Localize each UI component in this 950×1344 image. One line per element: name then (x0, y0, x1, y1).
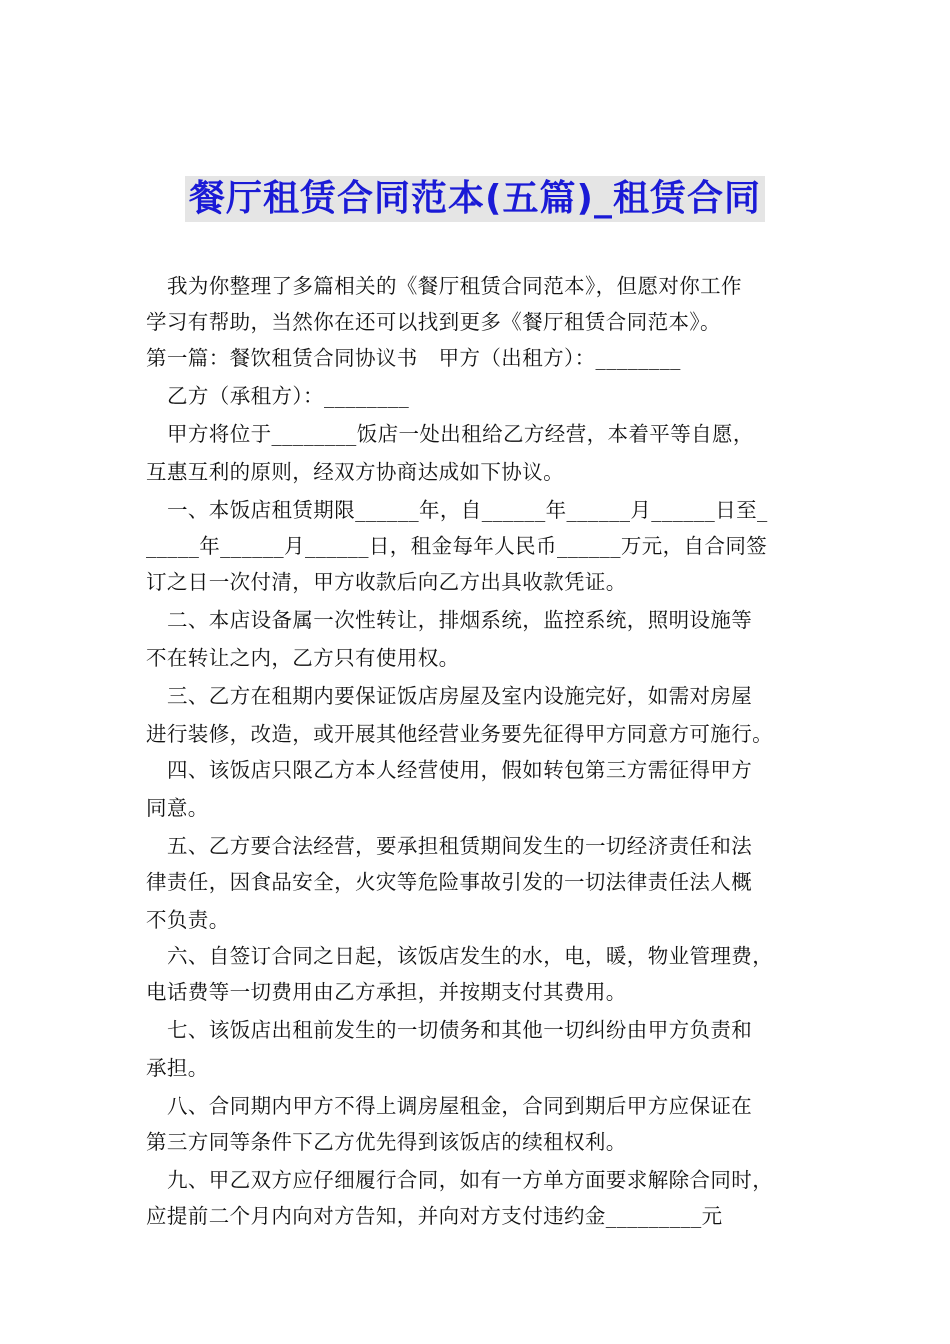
document-title: 餐厅租赁合同范本(五篇)_租赁合同 (185, 176, 765, 222)
text-line: 一、本饭店租赁期限______年，自______年______月______日至_ (167, 498, 768, 522)
text-line: 承担。 (146, 1056, 209, 1080)
text-line: 第三方同等条件下乙方优先得到该饭店的续租权利。 (146, 1130, 627, 1154)
text-line: 学习有帮助，当然你在还可以找到更多《餐厅租赁合同范本》。 (146, 310, 721, 334)
text-line: 律责任，因食品安全，火灾等危险事故引发的一切法律责任法人概 (146, 870, 753, 894)
text-line: 八、合同期内甲方不得上调房屋租金，合同到期后甲方应保证在 (167, 1094, 753, 1118)
text-line: 七、该饭店出租前发生的一切债务和其他一切纠纷由甲方负责和 (167, 1018, 753, 1042)
text-line: 不负责。 (146, 908, 230, 932)
text-line: 六、自签订合同之日起，该饭店发生的水，电，暖，物业管理费， (167, 944, 774, 968)
text-line: 四、该饭店只限乙方本人经营使用，假如转包第三方需征得甲方 (167, 758, 753, 782)
text-line: 订之日一次付清，甲方收款后向乙方出具收款凭证。 (146, 570, 627, 594)
text-line: 第一篇：餐饮租赁合同协议书 甲方（出租方）：________ (146, 346, 681, 370)
text-line: 互惠互利的原则，经双方协商达成如下协议。 (146, 460, 564, 484)
text-line: 不在转让之内，乙方只有使用权。 (146, 646, 460, 670)
text-line: 九、甲乙双方应仔细履行合同，如有一方单方面要求解除合同时， (167, 1168, 774, 1192)
text-line: _____年______月______日，租金每年人民币______万元，自合同签 (146, 534, 768, 558)
title-container (0, 176, 950, 222)
text-line: 同意。 (146, 796, 209, 820)
text-line: 我为你整理了多篇相关的《餐厅租赁合同范本》，但愿对你工作 (167, 274, 742, 298)
text-line: 五、乙方要合法经营，要承担租赁期间发生的一切经济责任和法 (167, 834, 753, 858)
text-line: 进行装修，改造，或开展其他经营业务要先征得甲方同意方可施行。 (146, 722, 773, 746)
text-line: 乙方（承租方）：________ (167, 384, 410, 408)
text-line: 电话费等一切费用由乙方承担，并按期支付其费用。 (146, 980, 627, 1004)
text-line: 应提前二个月内向对方告知，并向对方支付违约金_________元 (146, 1204, 723, 1228)
text-line: 三、乙方在租期内要保证饭店房屋及室内设施完好，如需对房屋 (167, 684, 753, 708)
text-line: 二、本店设备属一次性转让，排烟系统，监控系统，照明设施等 (167, 608, 753, 632)
text-line: 甲方将位于________饭店一处出租给乙方经营，本着平等自愿， (167, 422, 754, 446)
